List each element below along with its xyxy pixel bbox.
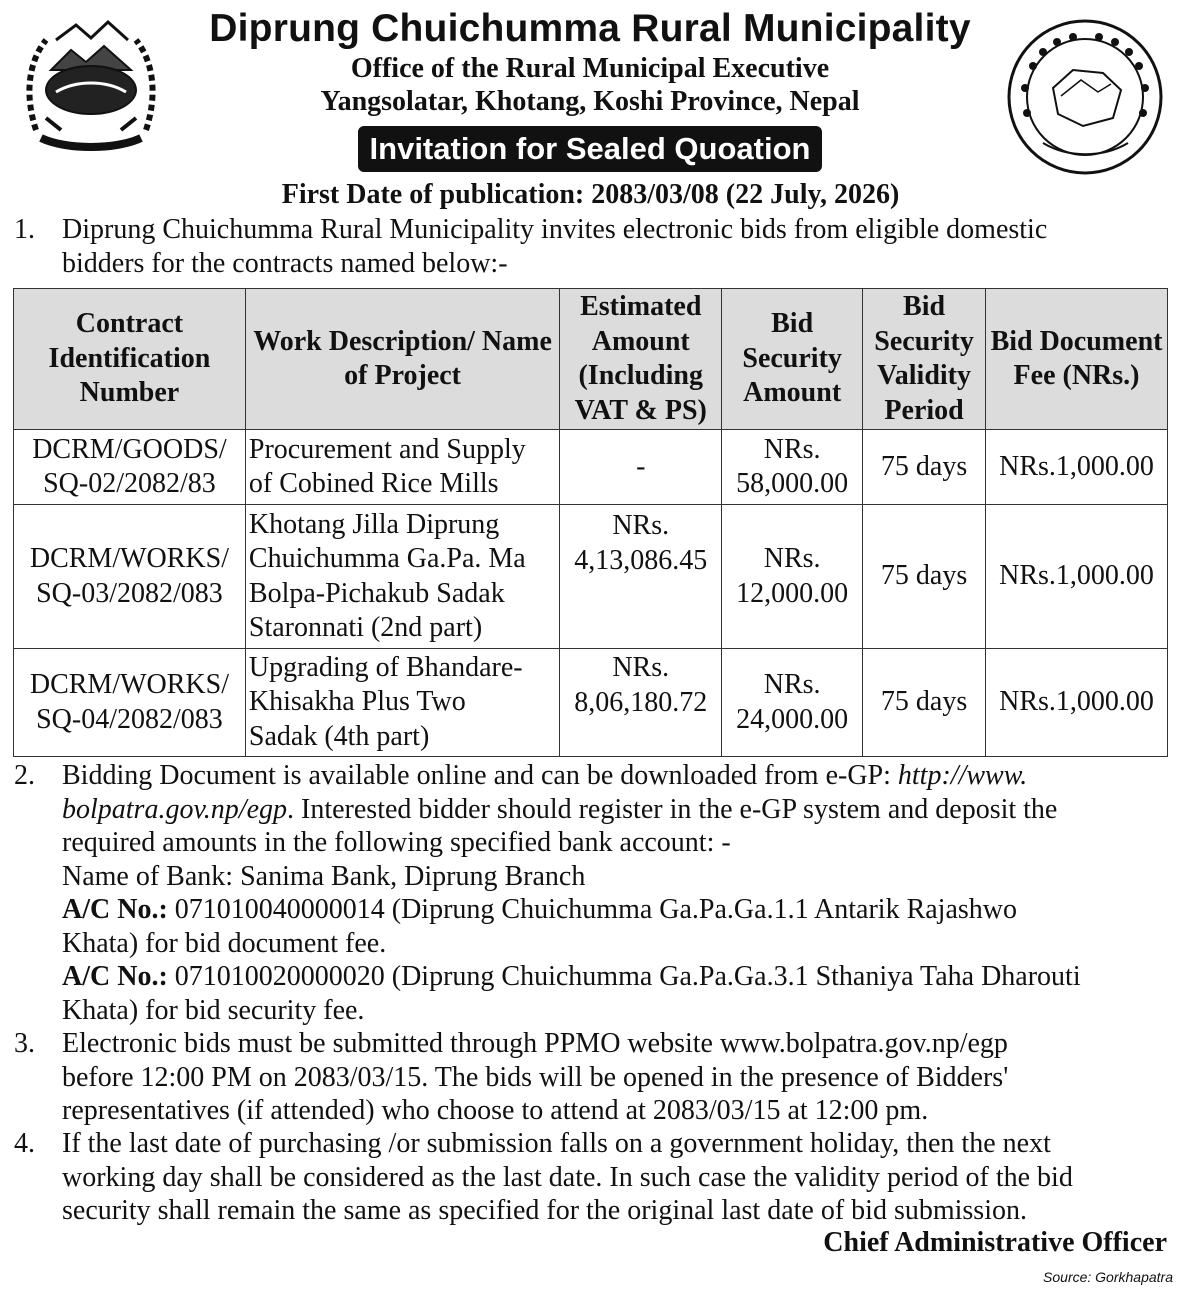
col-header-contract-id: Contract Identification Number bbox=[14, 289, 246, 430]
validity-cell: 75 days bbox=[863, 505, 986, 649]
validity-cell: 75 days bbox=[863, 430, 986, 505]
egp-url-link[interactable]: bolpatra.gov.np/egp bbox=[62, 793, 288, 825]
contract-id-part: DCRM/WORKS/ bbox=[29, 669, 230, 700]
office-name: Office of the Rural Municipal Executive bbox=[350, 53, 830, 84]
account-label: A/C No.: bbox=[62, 894, 168, 925]
item-number: 1. bbox=[14, 214, 35, 245]
intro-line: bidders for the contracts named below:- bbox=[62, 247, 508, 279]
contract-id-cell bbox=[14, 430, 246, 505]
estimated-amount-currency: NRs. bbox=[612, 510, 670, 541]
notice-banner: Invitation for Sealed Quoation bbox=[358, 126, 823, 172]
bid-security-currency: NRs. bbox=[763, 669, 821, 700]
nepal-emblem-icon bbox=[16, 10, 166, 158]
bid-security-cell bbox=[722, 505, 863, 649]
text-line: security shall remain the same as specified for the original last date of bid submission. bbox=[62, 1195, 1027, 1226]
bid-security-currency: NRs. bbox=[763, 433, 821, 465]
intro-paragraph bbox=[14, 213, 1168, 280]
description-line: Khotang Jilla Diprung bbox=[248, 508, 500, 540]
col-header-estimated-amount: Estimated Amount (Including VAT & PS) bbox=[560, 289, 722, 430]
egp-url-link[interactable]: http://www. bbox=[897, 760, 1028, 791]
text-line: If the last date of purchasing /or submission falls on a government holiday, then the next bbox=[62, 1128, 1051, 1159]
account-number-security: 071010020000020 (Diprung Chuichumma Ga.Pa.Ga.3.1 Sthaniya Taha Dharouti bbox=[167, 961, 1081, 992]
text-line: Electronic bids must be submitted through PPMO website www.bolpatra.gov.np/egp bbox=[62, 1028, 1008, 1059]
text-segment: Bidding Document is available online and can be downloaded from e-GP: bbox=[62, 760, 898, 791]
work-description-cell bbox=[245, 505, 559, 649]
contract-id-part: SQ-02/2082/83 bbox=[43, 468, 216, 499]
validity-cell: 75 days bbox=[863, 649, 986, 757]
text-line: required amounts in the following specified bank account: - bbox=[62, 827, 731, 858]
text-segment: . Interested bidder should register in the e-GP system and deposit the bbox=[287, 793, 1058, 825]
estimated-amount-cell bbox=[560, 430, 722, 505]
item-number: 4. bbox=[14, 1128, 35, 1159]
office-address: Yangsolatar, Khotang, Koshi Province, Nepal bbox=[320, 86, 860, 117]
description-line: Sadak (4th part) bbox=[248, 720, 430, 752]
estimated-amount: 8,06,180.72 bbox=[574, 686, 708, 718]
municipality-seal-icon bbox=[1003, 18, 1168, 176]
text-line: Khata) for bid document fee. bbox=[62, 927, 387, 959]
bid-security-amount: 24,000.00 bbox=[736, 703, 849, 735]
document-fee-cell: NRs.1,000.00 bbox=[986, 430, 1168, 505]
table-row bbox=[14, 430, 1168, 505]
text-line: representatives (if attended) who choose to attend at 2083/03/15 at 12:00 pm. bbox=[62, 1095, 929, 1126]
signatory: Chief Administrative Officer bbox=[823, 1227, 1167, 1258]
contract-id-cell bbox=[14, 649, 246, 757]
source-credit: Source: Gorkhapatra bbox=[1043, 1269, 1173, 1285]
description-line: Staronnati (2nd part) bbox=[248, 612, 483, 643]
holiday-paragraph bbox=[14, 1127, 1168, 1228]
account-label: A/C No.: bbox=[62, 961, 168, 992]
description-line: Khisakha Plus Two bbox=[248, 686, 466, 718]
estimated-amount-currency: NRs. bbox=[612, 652, 670, 683]
account-number-fee: 071010040000014 (Diprung Chuichumma Ga.Pa.Ga.1.1 Antarik Rajashwo bbox=[167, 894, 1017, 925]
table-row bbox=[14, 505, 1168, 649]
publication-date: First Date of publication: 2083/03/08 (22 July, 2026) bbox=[281, 179, 900, 210]
item-number: 3. bbox=[14, 1028, 35, 1059]
submission-paragraph bbox=[14, 1027, 1168, 1128]
bank-name: Name of Bank: Sanima Bank, Diprung Branch bbox=[62, 860, 586, 892]
bid-security-cell bbox=[722, 430, 863, 505]
estimated-amount: 4,13,086.45 bbox=[574, 544, 708, 576]
document-fee-cell: NRs.1,000.00 bbox=[986, 505, 1168, 649]
description-line: Chuichumma Ga.Pa. Ma bbox=[248, 543, 526, 574]
col-header-document-fee: Bid Document Fee (NRs.) bbox=[986, 289, 1168, 430]
estimated-amount-cell bbox=[560, 505, 722, 649]
estimated-amount: - bbox=[636, 450, 646, 482]
text-line: before 12:00 PM on 2083/03/15. The bids will be opened in the presence of Bidders' bbox=[62, 1061, 1009, 1093]
description-line: Bolpa-Pichakub Sadak bbox=[248, 577, 505, 609]
contract-id-part: SQ-03/2082/083 bbox=[36, 577, 223, 609]
intro-line: Diprung Chuichumma Rural Municipality invites electronic bids from eligible domestic bbox=[62, 214, 1048, 245]
estimated-amount-cell bbox=[560, 649, 722, 757]
bid-security-currency: NRs. bbox=[763, 543, 821, 574]
description-line: of Cobined Rice Mills bbox=[248, 468, 499, 499]
bidding-document-paragraph bbox=[14, 759, 1168, 1027]
table-row bbox=[14, 649, 1168, 757]
contract-id-cell bbox=[14, 505, 246, 649]
bid-security-cell bbox=[722, 649, 863, 757]
col-header-work-description: Work Description/ Name of Project bbox=[245, 289, 559, 430]
letterhead bbox=[170, 6, 1010, 172]
municipality-title: Diprung Chuichumma Rural Municipality bbox=[209, 7, 971, 50]
work-description-cell bbox=[245, 430, 559, 505]
contract-id-part: DCRM/WORKS/ bbox=[29, 543, 230, 574]
col-header-bid-security-amount: Bid Security Amount bbox=[722, 289, 863, 430]
table-header-row bbox=[14, 289, 1168, 430]
bid-security-amount: 12,000.00 bbox=[736, 577, 849, 609]
contract-id-part: DCRM/GOODS/ bbox=[32, 433, 227, 465]
text-line: working day shall be considered as the last date. In such case the validity period of the bid bbox=[62, 1161, 1073, 1193]
bid-security-amount: 58,000.00 bbox=[736, 468, 849, 499]
contract-id-part: SQ-04/2082/083 bbox=[36, 703, 223, 735]
work-description-cell bbox=[245, 649, 559, 757]
description-line: Procurement and Supply bbox=[248, 433, 526, 465]
col-header-validity-period: Bid Security Validity Period bbox=[863, 289, 986, 430]
contracts-table bbox=[13, 288, 1168, 757]
description-line: Upgrading of Bhandare- bbox=[248, 651, 523, 683]
document-fee-cell: NRs.1,000.00 bbox=[986, 649, 1168, 757]
item-number: 2. bbox=[14, 760, 35, 791]
text-line: Khata) for bid security fee. bbox=[62, 994, 365, 1026]
